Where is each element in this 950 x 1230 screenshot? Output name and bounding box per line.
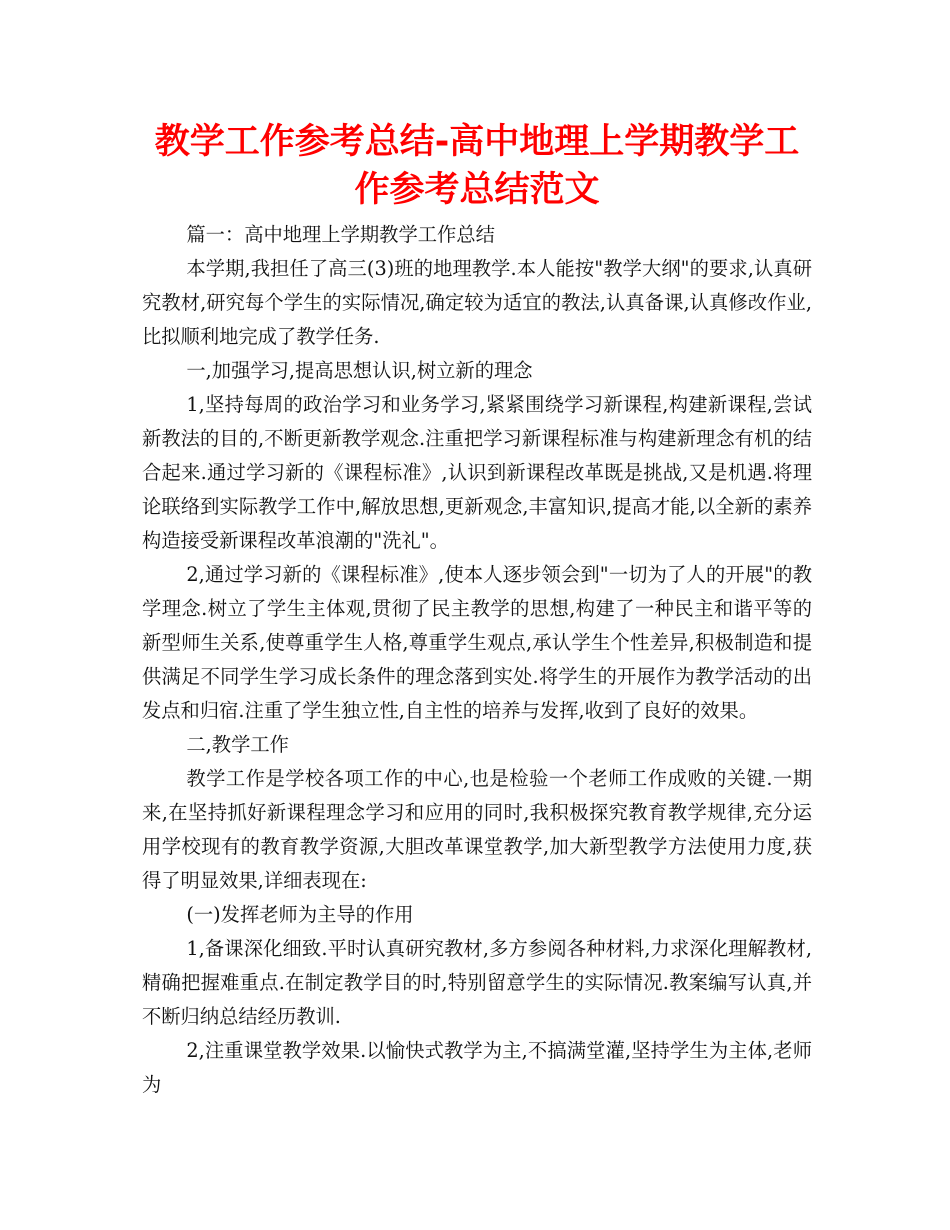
paragraph: 本学期,我担任了高三(3)班的地理教学.本人能按"教学大纲"的要求,认真研究教材,研究每个学生的实际情况,确定较为适宜的教法,认真备课,认真修改作业,比拟顺利地完成了教学任务. xyxy=(142,257,812,348)
paragraph-heading: 二,教学工作 xyxy=(186,733,289,756)
document-body xyxy=(142,218,812,1102)
paragraph-section-heading: 篇一：高中地理上学期教学工作总结 xyxy=(186,223,495,246)
paragraph: 1,备课深化细致.平时认真研究教材,多方参阅各种材料,力求深化理解教材,精确把握难重点.在制定教学目的时,特别留意学生的实际情况.教案编写认真,并不断归纳总结经历教训. xyxy=(142,937,812,1028)
paragraph: 教学工作是学校各项工作的中心,也是检验一个老师工作成败的关键.一期来,在坚持抓好新课程理念学习和应用的同时,我积极探究教育教学规律,充分运用学校现有的教育教学资源,大胆改革课堂教学,加大新型教学方法使用力度,获得了明显效果,详细表现在: xyxy=(142,767,812,892)
document-title: 教学工作参考总结-高中地理上学期教学工作参考总结范文 xyxy=(154,122,800,210)
paragraph-heading: (一)发挥老师为主导的作用 xyxy=(186,903,414,926)
paragraph: 1,坚持每周的政治学习和业务学习,紧紧围绕学习新课程,构建新课程,尝试新教法的目的,不断更新教学观念.注重把学习新课程标准与构建新理念有机的结合起来.通过学习新的《课程标准》,认识到新课程改革既是挑战,又是机遇.将理论联络到实际教学工作中,解放思想,更新观念,丰富知识,提高才能,以全新的素养构造接受新课程改革浪潮的"洗礼"。 xyxy=(142,393,812,552)
paragraph-heading: 一,加强学习,提高思想认识,树立新的理念 xyxy=(186,359,533,382)
paragraph: 2,注重课堂教学效果.以愉快式教学为主,不搞满堂灌,坚持学生为主体,老师为 xyxy=(142,1039,812,1096)
paragraph: 2,通过学习新的《课程标准》,使本人逐步领会到"一切为了人的开展"的教学理念.树立了学生主体观,贯彻了民主教学的思想,构建了一种民主和谐平等的新型师生关系,使尊重学生人格,尊重学生观点,承认学生个性差异,积极制造和提供满足不同学生学习成长条件的理念落到实处.将学生的开展作为教学活动的出发点和归宿.注重了学生独立性,自主性的培养与发挥,收到了良好的效果。 xyxy=(142,563,812,722)
